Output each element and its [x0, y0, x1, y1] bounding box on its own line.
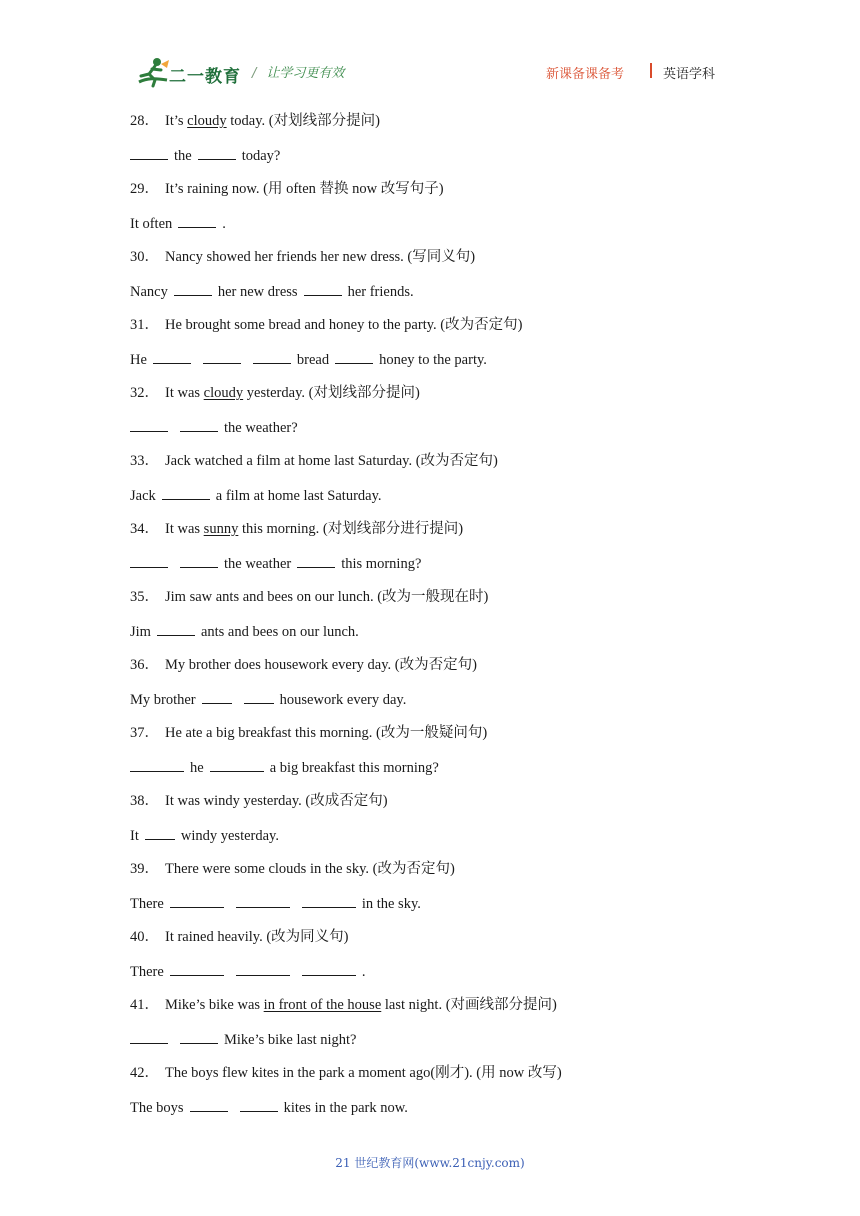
answer-blank[interactable]	[174, 280, 212, 296]
header-subject: 英语学科	[663, 67, 716, 82]
answer-blank[interactable]	[210, 756, 264, 772]
answer-blank[interactable]	[153, 348, 191, 364]
answer-blank[interactable]	[240, 1096, 278, 1112]
answer-text: this morning?	[341, 556, 422, 572]
question-text: He brought some bread and honey to the party. (改为否定句)	[165, 317, 523, 333]
answer-blank[interactable]	[304, 280, 342, 296]
answer-blank[interactable]	[302, 960, 356, 976]
slogan-text: 让学习更有效	[266, 66, 345, 81]
question-instruction: today. (对划线部分提问)	[226, 113, 380, 129]
question-line	[130, 246, 770, 280]
answer-blank[interactable]	[202, 688, 232, 704]
answer-line	[130, 824, 770, 858]
answer-text: Mike’s bike last night?	[224, 1032, 357, 1048]
question-text: He ate a big breakfast this morning. (改为一般疑问句)	[165, 725, 488, 741]
answer-text: the	[174, 148, 192, 164]
answer-text: housework every day.	[279, 692, 407, 708]
question-text: It rained heavily. (改为同义句)	[165, 929, 349, 945]
question-text: It’s	[165, 113, 188, 129]
answer-blank[interactable]	[178, 212, 216, 228]
answer-text: honey to the party.	[379, 352, 487, 368]
answer-text: It often	[130, 216, 173, 232]
question-line	[130, 382, 770, 416]
question-number: 38．	[130, 793, 159, 809]
answer-text: a film at home last Saturday.	[215, 488, 382, 504]
answer-blank[interactable]	[236, 960, 290, 976]
answer-text: Jim	[130, 624, 151, 640]
brand-logo	[133, 56, 243, 90]
answer-blank[interactable]	[253, 348, 291, 364]
runner-logo-icon	[133, 56, 173, 90]
answer-text: My brother	[130, 692, 196, 708]
answer-text: the weather	[224, 556, 292, 572]
answer-blank[interactable]	[162, 484, 210, 500]
answer-blank[interactable]	[236, 892, 290, 908]
slogan-divider: /	[252, 66, 257, 81]
question-line	[130, 518, 770, 552]
answer-line	[130, 280, 770, 314]
answer-line	[130, 212, 770, 246]
answer-blank[interactable]	[157, 620, 195, 636]
question-text: Jack watched a film at home last Saturday. (改为否定句)	[165, 453, 498, 469]
answer-text: ants and bees on our lunch.	[200, 624, 359, 640]
underlined-phrase: sunny	[203, 521, 239, 537]
answer-text: .	[222, 216, 226, 232]
answer-line	[130, 960, 770, 994]
answer-blank[interactable]	[335, 348, 373, 364]
underlined-phrase: cloudy	[203, 385, 244, 401]
answer-line	[130, 892, 770, 926]
answer-text: her new dress	[217, 284, 298, 300]
underlined-phrase: in front of the house	[263, 997, 382, 1013]
answer-line	[130, 620, 770, 654]
question-number: 29．	[130, 181, 159, 197]
question-line	[130, 314, 770, 348]
question-number: 42．	[130, 1065, 159, 1081]
answer-blank[interactable]	[130, 756, 184, 772]
question-text: It was	[165, 521, 204, 537]
answer-text: Jack	[130, 488, 156, 504]
answer-text: Nancy	[130, 284, 168, 300]
question-number: 31．	[130, 317, 159, 333]
answer-text: It	[130, 828, 139, 844]
question-number: 41．	[130, 997, 159, 1013]
answer-text: kites in the park now.	[283, 1100, 408, 1116]
answer-line	[130, 1028, 770, 1062]
header-tagline: 新课备课备考	[546, 67, 625, 82]
answer-line	[130, 484, 770, 518]
answer-blank[interactable]	[130, 1028, 168, 1044]
question-text: The boys flew kites in the park a moment ago(刚才). (用 now 改写)	[165, 1065, 562, 1081]
answer-text: in the sky.	[361, 896, 421, 912]
page-footer: 21 世纪教育网(www.21cnjy.com)	[335, 1156, 525, 1170]
answer-text: The boys	[130, 1100, 184, 1116]
exercise-list	[130, 110, 770, 1130]
answer-text: There	[130, 896, 164, 912]
answer-blank[interactable]	[180, 552, 218, 568]
answer-text: he	[190, 760, 204, 776]
underlined-phrase: cloudy	[187, 113, 227, 129]
question-text: Jim saw ants and bees on our lunch. (改为一般现在时)	[165, 589, 489, 605]
question-line	[130, 994, 770, 1028]
question-instruction: yesterday. (对划线部分提问)	[243, 385, 420, 401]
answer-line	[130, 144, 770, 178]
answer-text: .	[361, 964, 366, 980]
question-number: 32．	[130, 385, 159, 401]
answer-blank[interactable]	[130, 144, 168, 160]
answer-blank[interactable]	[170, 892, 224, 908]
answer-line	[130, 756, 770, 790]
answer-blank[interactable]	[297, 552, 335, 568]
question-instruction: last night. (对画线部分提问)	[381, 997, 557, 1013]
answer-blank[interactable]	[302, 892, 356, 908]
answer-blank[interactable]	[180, 416, 218, 432]
question-text: Mike’s bike was	[165, 997, 264, 1013]
answer-text: a big breakfast this morning?	[269, 760, 439, 776]
question-line	[130, 722, 770, 756]
answer-text: her friends.	[347, 284, 414, 300]
answer-line	[130, 552, 770, 586]
logo-text: 二一教育	[169, 67, 241, 87]
question-line	[130, 110, 770, 144]
answer-blank[interactable]	[198, 144, 236, 160]
question-text: It was	[165, 385, 204, 401]
answer-blank[interactable]	[190, 1096, 228, 1112]
question-instruction: this morning. (对划线部分进行提问)	[238, 521, 464, 537]
question-line	[130, 790, 770, 824]
question-number: 30．	[130, 249, 159, 265]
answer-line	[130, 688, 770, 722]
answer-blank[interactable]	[244, 688, 274, 704]
header-divider	[650, 63, 652, 78]
question-text: There were some clouds in the sky. (改为否定句)	[165, 861, 455, 877]
question-number: 36．	[130, 657, 159, 673]
answer-text: windy yesterday.	[180, 828, 279, 844]
question-text: It was windy yesterday. (改成否定句)	[165, 793, 388, 809]
answer-blank[interactable]	[203, 348, 241, 364]
answer-line	[130, 1096, 770, 1130]
question-line	[130, 586, 770, 620]
question-number: 33．	[130, 453, 159, 469]
answer-text: There	[130, 964, 164, 980]
question-line	[130, 178, 770, 212]
question-number: 34．	[130, 521, 159, 537]
question-line	[130, 858, 770, 892]
question-line	[130, 654, 770, 688]
answer-blank[interactable]	[145, 824, 175, 840]
answer-blank[interactable]	[130, 416, 168, 432]
question-number: 28．	[130, 113, 159, 129]
question-number: 37．	[130, 725, 159, 741]
question-text: It’s raining now. (用 often 替换 now 改写句子)	[165, 181, 444, 197]
page-header	[0, 0, 860, 100]
answer-text: the weather?	[224, 420, 298, 436]
answer-blank[interactable]	[180, 1028, 218, 1044]
slogan	[252, 62, 344, 81]
answer-line	[130, 348, 770, 382]
answer-text: today?	[241, 148, 281, 164]
question-text: Nancy showed her friends her new dress. (写同义句)	[165, 249, 476, 265]
answer-text: bread	[296, 352, 330, 368]
question-line	[130, 450, 770, 484]
answer-blank[interactable]	[170, 960, 224, 976]
question-number: 39．	[130, 861, 159, 877]
question-number: 35．	[130, 589, 159, 605]
question-text: My brother does housework every day. (改为否定句)	[165, 657, 477, 673]
question-line	[130, 1062, 770, 1096]
question-number: 40．	[130, 929, 159, 945]
answer-line	[130, 416, 770, 450]
question-line	[130, 926, 770, 960]
answer-text: He	[130, 352, 147, 368]
answer-blank[interactable]	[130, 552, 168, 568]
